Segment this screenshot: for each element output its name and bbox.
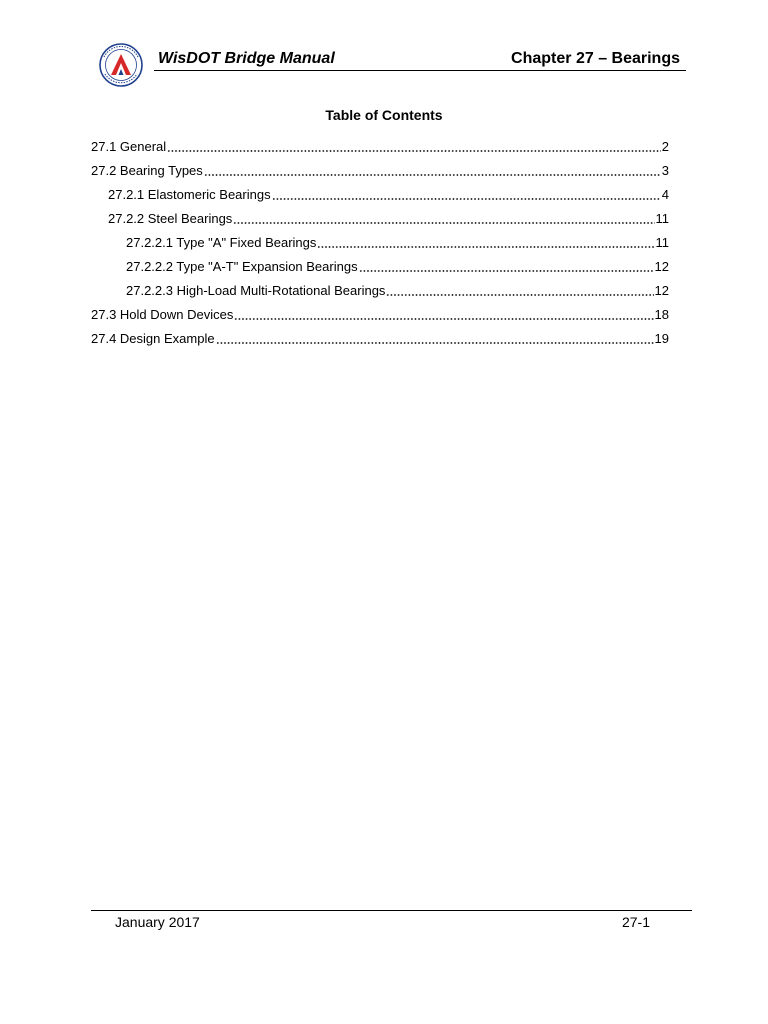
toc-entry-27-2-1[interactable]: [108, 186, 669, 204]
toc-entry-27-4[interactable]: [91, 330, 669, 348]
dot-leader: [234, 318, 653, 320]
toc-entry-27-2[interactable]: [91, 162, 669, 180]
toc-entry-label: 27.2.2.1 Type "A" Fixed Bearings: [126, 235, 317, 250]
toc-entry-page: 4: [661, 187, 669, 202]
toc-entry-label: 27.2 Bearing Types: [91, 163, 203, 178]
toc-entry-label: 27.3 Hold Down Devices: [91, 307, 234, 322]
toc-entry-page: 19: [654, 331, 669, 346]
toc-entry-page: 2: [661, 139, 669, 154]
dot-leader: [167, 150, 661, 152]
chapter-title: Chapter 27 – Bearings: [511, 50, 680, 67]
dot-leader: [233, 222, 654, 224]
toc-entry-27-2-2-1[interactable]: [126, 234, 669, 252]
footer-divider: [91, 910, 692, 911]
toc-entry-page: 12: [654, 259, 669, 274]
wisdot-logo-icon: [98, 42, 144, 88]
toc-entry-label: 27.2.1 Elastomeric Bearings: [108, 187, 271, 202]
toc-entry-page: 11: [655, 211, 669, 226]
manual-title: WisDOT Bridge Manual: [158, 50, 335, 67]
toc-entry-27-3[interactable]: [91, 306, 669, 324]
page-header: [92, 40, 686, 74]
toc-entry-label: 27.1 General: [91, 139, 167, 154]
toc-entry-page: 3: [661, 163, 669, 178]
dot-leader: [317, 246, 654, 248]
dot-leader: [386, 294, 653, 296]
toc-entry-label: 27.4 Design Example: [91, 331, 215, 346]
toc-entry-page: 12: [654, 283, 669, 298]
toc-heading: Table of Contents: [325, 107, 443, 123]
dot-leader: [204, 174, 661, 176]
toc-entry-label: 27.2.2.3 High-Load Multi-Rotational Bearings: [126, 283, 386, 298]
toc-entry-page: 11: [655, 235, 669, 250]
footer-date: January 2017: [115, 914, 200, 930]
toc-entry-label: 27.2.2.2 Type "A-T" Expansion Bearings: [126, 259, 358, 274]
toc-entry-27-2-2-3[interactable]: [126, 282, 669, 300]
toc-entry-label: 27.2.2 Steel Bearings: [108, 211, 233, 226]
dot-leader: [272, 198, 661, 200]
toc-entry-27-1[interactable]: [91, 138, 669, 156]
toc-entry-page: 18: [654, 307, 669, 322]
footer-page-number: 27-1: [621, 914, 650, 930]
header-divider: [154, 70, 686, 71]
dot-leader: [359, 270, 654, 272]
toc-entry-27-2-2-2[interactable]: [126, 258, 669, 276]
toc-entry-27-2-2[interactable]: [108, 210, 669, 228]
dot-leader: [216, 342, 654, 344]
